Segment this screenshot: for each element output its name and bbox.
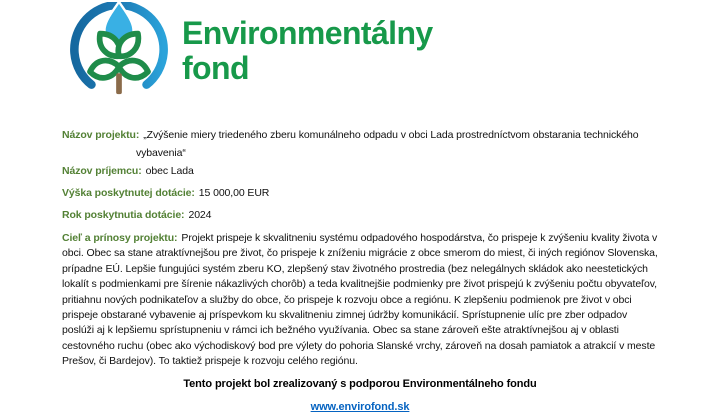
envirofond-logo-icon xyxy=(62,2,176,97)
field-recipient-value: obec Lada xyxy=(145,165,194,177)
field-project-name xyxy=(62,126,658,162)
field-grant-amount-label: Výška poskytnutej dotácie: xyxy=(62,187,195,199)
project-info xyxy=(62,126,658,414)
field-project-name-label: Názov projektu: xyxy=(62,129,140,141)
project-description xyxy=(62,231,658,370)
field-grant-amount xyxy=(62,187,658,200)
field-grant-year xyxy=(62,209,658,222)
support-note: Tento projekt bol zrealizovaný s podporou Environmentálneho fondu xyxy=(183,377,537,390)
trunk xyxy=(116,73,122,94)
field-recipient xyxy=(62,165,658,178)
link-line xyxy=(62,400,658,414)
project-description-text: Projekt prispeje k skvalitneniu systému odpadového hospodárstva, čo prispeje k zvýšeniu kvality života v obci. Obec sa stane atraktívnejšou pre život, čo prispeje k zníženiu migrácie z obce smerom do miest, či iných regiónov Slovenska, prípadne EÚ. Lepšie fungujúci systém zberu KO, zlepšený stav životného prostredia (bez nelegálnych skládok ako neestetických lokalít s podmienkami pre šírenie nákazlivých chorôb) a teda kvalitnejšie podmienky pre život prispejú k zvýšeniu počtu obyvateľov, pritiahnu nových podnikateľov a služby do obce, čo prispeje k rozvoju obce a regiónu. K zlepšeniu podmienok pre život v obci prispeje obstarané vybavenie aj príspevkom ku skvalitneniu zimnej údržby komunikácií. Sprístupnenie ulíc pre zber odpadov poslúži aj k lepšiemu sprístupneniu v rámci ich bežného využívania. Obec sa stane zároveň ešte atraktívnejšou aj v oblasti cestovného ruchu (obec ako východiskový bod pre výlety do pohoria Slanské vrchy, zároveň na dosah pamiatok a atrakcií v meste Prešov, či Bardejov). To taktiež prispeje k rozvoju celého regiónu. xyxy=(62,232,658,368)
project-description-label: Cieľ a prínosy projektu: xyxy=(62,232,178,244)
logo-wordmark xyxy=(182,2,433,86)
envirofond-link[interactable]: www.envirofond.sk xyxy=(310,400,410,413)
field-recipient-label: Názov príjemcu: xyxy=(62,165,142,177)
field-grant-year-label: Rok poskytnutia dotácie: xyxy=(62,209,185,221)
logo-wordmark-line1: Environmentálny xyxy=(182,15,433,51)
field-project-name-value: „Zvýšenie miery triedeného zberu komunálneho odpadu v obci Lada prostredníctvom obstarania technického vybavenia“ xyxy=(136,129,639,159)
logo-wordmark-line2: fond xyxy=(182,50,249,86)
field-grant-year-value: 2024 xyxy=(188,209,212,221)
envirofond-logo xyxy=(62,2,433,97)
field-grant-amount-value: 15 000,00 EUR xyxy=(198,187,270,199)
